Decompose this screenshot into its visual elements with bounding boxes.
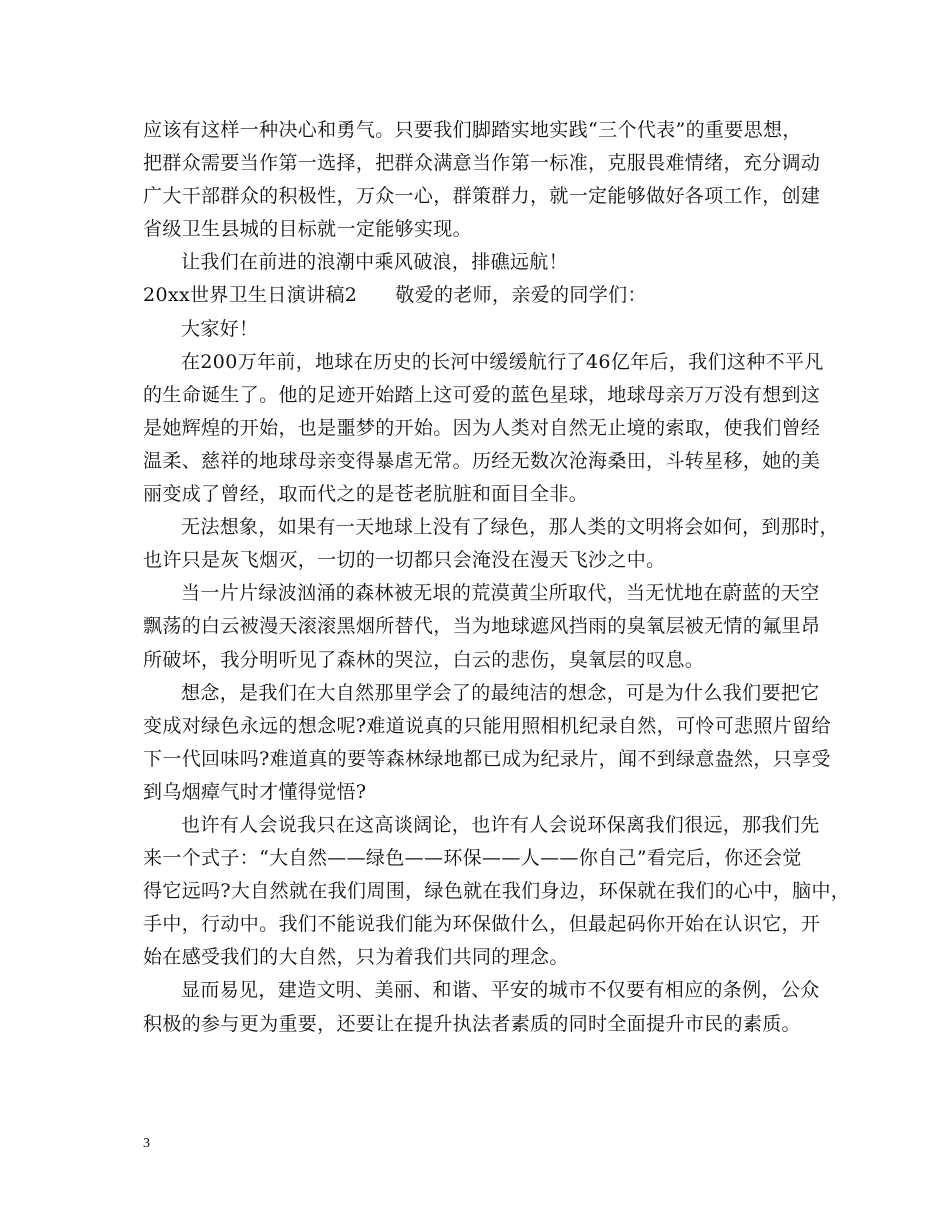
text-line: 飘荡的白云被漫天滚滚黑烟所替代，当为地球遮风挡雨的臭氧层被无情的氟里昂 [143,615,821,638]
text-line: 也许有人会说我只在这高谈阔论，也许有人会说环保离我们很远，那我们先 [181,813,820,836]
document-body [143,114,851,1041]
text-line: 应该有这样一种决心和勇气。只要我们脚踏实地实践“三个代表”的重要思想， [143,119,802,141]
text-line: 下一代回味吗?难道真的要等森林绿地都已成为纪录片，闻不到绿意盎然，只享受 [143,747,831,770]
text-line: 手中，行动中。我们不能说我们能为环保做什么，但最起码你开始在认识它，开 [143,913,821,936]
text-line: 显而易见，建造文明、美丽、和谐、平安的城市不仅要有相应的条例，公众 [181,979,820,1002]
text-line: 得它远吗?大自然就在我们周围，绿色就在我们身边，环保就在我们的心中，脑中， [143,880,851,903]
text-line: 是她辉煌的开始，也是噩梦的开始。因为人类对自然无止境的索取，使我们曾经 [143,416,821,439]
text-line: 到乌烟瘴气时才懂得觉悟? [143,780,367,803]
text-line: 来一个式子：“大自然——绿色——环保——人——你自己”看完后，你还会觉 [143,847,802,870]
text-line: 把群众需要当作第一选择，把群众满意当作第一标准，克服畏难情绪，充分调动 [143,152,821,175]
text-line: 无法想象，如果有一天地球上没有了绿色，那人类的文明将会如何，到那时， [181,516,839,539]
text-line: 当一片片绿波汹涌的森林被无垠的荒漠黄尘所取代，当无忧地在蔚蓝的天空 [181,582,820,605]
text-line: 想念，是我们在大自然那里学会了的最纯洁的想念，可是为什么我们要把它 [181,681,820,704]
text-line: 在200万年前，地球在历史的长河中缓缓航行了46亿年后，我们这种不平凡 [181,350,824,373]
speech-heading [143,279,810,312]
text-line: 让我们在前进的浪潮中乘风破浪，排礁远航！ [181,251,569,274]
text-line: 变成对绿色永远的想念呢?难道说真的只能用照相机纪录自然，可怜可悲照片留给 [143,714,831,737]
text-line: 省级卫生县城的目标就一定能够实现。 [143,218,472,241]
text-line: 丽变成了曾经，取而代之的是苍老肮脏和面目全非。 [143,483,589,506]
text-line: 也许只是灰飞烟灭，一切的一切都只会淹没在漫天飞沙之中。 [143,549,666,572]
text-line: 始在感受我们的大自然，只为着我们共同的理念。 [143,946,569,969]
text-line: 广大干部群众的积极性，万众一心，群策群力，就一定能够做好各项工作，创建 [143,185,821,208]
text-line: 的生命诞生了。他的足迹开始踏上这可爱的蓝色星球，地球母亲万万没有想到这 [143,383,821,406]
text-line: 积极的参与更为重要，还要让在提升执法者素质的同时全面提升市民的素质。 [143,1012,801,1035]
text-line: 大家好！ [181,317,259,340]
text-line: 所破坏，我分明听见了森林的哭泣，白云的悲伤，臭氧层的叹息。 [143,648,705,671]
speech-title: 20xx世界卫生日演讲稿2 [143,284,358,307]
speech-greeting: 敬爱的老师，亲爱的同学们： [395,284,647,307]
page-number: 3 [143,1136,150,1151]
text-line: 温柔、慈祥的地球母亲变得暴虐无常。历经无数次沧海桑田，斗转星移，她的美 [143,449,821,472]
